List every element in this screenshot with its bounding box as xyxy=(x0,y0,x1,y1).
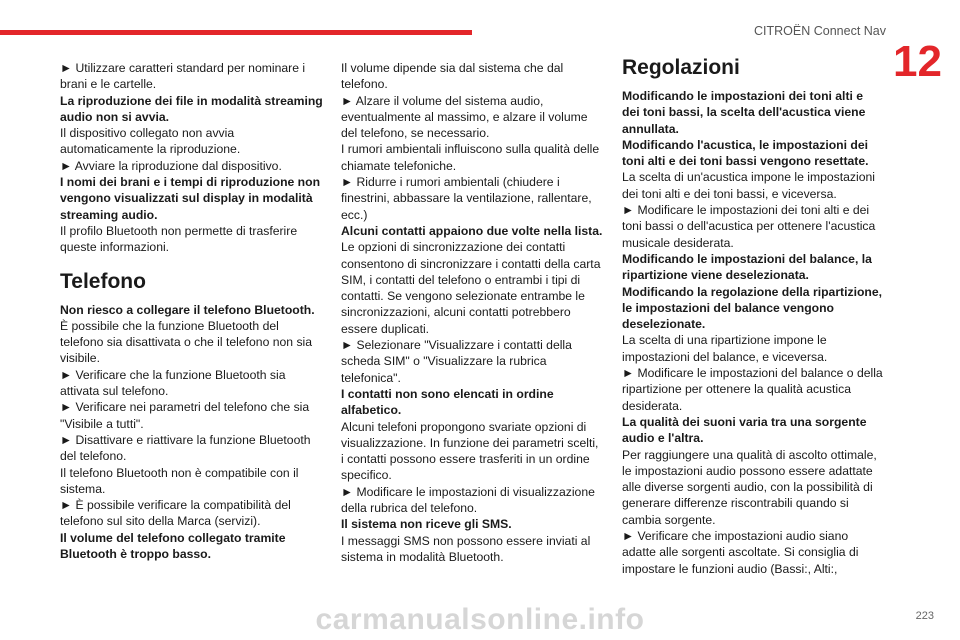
paragraph: La scelta di una ripartizione impone le impostazioni del balance, e viceversa. xyxy=(622,333,828,364)
page-number: 223 xyxy=(915,610,934,622)
col1-paragraphs-top xyxy=(60,60,324,256)
paragraph: ► Utilizzare caratteri standard per nominare i brani e le cartelle. xyxy=(60,61,306,92)
paragraph: ► Modificare le impostazioni dei toni alti e dei toni bassi o dell'acustica per ottenere l'acustica musicale desiderata. xyxy=(622,203,876,250)
paragraph: ► Verificare nei parametri del telefono che sia "Visibile a tutti". xyxy=(60,400,310,431)
paragraph: ► Verificare che la funzione Bluetooth sia attivata sul telefono. xyxy=(60,367,286,399)
section-heading-regolazioni: Regolazioni xyxy=(622,56,740,79)
paragraph: Alcuni telefoni propongono svariate opzioni di visualizzazione. In funzione dei parametri scelti, i contatti possono essere trasferiti in un ordine specifico. xyxy=(341,419,599,483)
paragraph-bold: Il volume del telefono collegato tramite Bluetooth è troppo basso. xyxy=(60,530,286,562)
column-1 xyxy=(60,60,324,562)
paragraph-bold: Non riesco a collegare il telefono Bluetooth. xyxy=(60,302,315,317)
header-accent-bar xyxy=(0,30,472,35)
paragraph: ► Modificare le impostazioni del balance o della ripartizione per ottenere la qualità acustica desiderata. xyxy=(622,366,883,413)
paragraph: Le opzioni di sincronizzazione dei contatti consentono di sincronizzare i contatti della carta SIM, i contatti del telefono o entrambi i tipi di contatti. Se vengono selezionate entrambe le sincronizzazioni, alcuni contatti potrebbero essere duplicati. xyxy=(341,240,601,336)
paragraph: Il telefono Bluetooth non è compatibile con il sistema. xyxy=(60,465,299,496)
column-2 xyxy=(341,60,603,565)
paragraph: ► È possibile verificare la compatibilità del telefono sul sito della Marca (servizi). xyxy=(60,498,291,529)
paragraph-bold: Modificando le impostazioni dei toni alti e dei toni bassi, la scelta dell'acustica viene annullata. xyxy=(622,89,866,136)
paragraph: I messaggi SMS non possono essere inviati al sistema in modalità Bluetooth. xyxy=(341,533,591,564)
paragraph-bold: Alcuni contatti appaiono due volte nella lista. xyxy=(341,223,603,238)
paragraph-bold: I contatti non sono elencati in ordine alfabetico. xyxy=(341,386,554,418)
paragraph: ► Avviare la riproduzione dal dispositivo. xyxy=(60,158,282,173)
chapter-number: 12 xyxy=(893,37,942,86)
paragraph: La scelta di un'acustica impone le impostazioni dei toni alti e dei toni bassi, e viceversa. xyxy=(622,170,875,201)
paragraph: Il volume dipende sia dal sistema che dal telefono. xyxy=(341,61,564,92)
paragraph-bold: Modificando l'acustica, le impostazioni dei toni alti e dei toni bassi vengono resettate. xyxy=(622,137,869,169)
paragraph: ► Alzare il volume del sistema audio, eventualmente al massimo, e alzare il volume del telefono, se necessario. xyxy=(341,93,588,141)
watermark: carmanualsonline.info xyxy=(315,603,645,636)
section-heading-telefono: Telefono xyxy=(60,269,146,293)
paragraph: ► Modificare le impostazioni di visualizzazione della rubrica del telefono. xyxy=(341,484,595,516)
paragraph: ► Verificare che impostazioni audio siano adatte alle sorgenti ascoltate. Si consiglia di impostare le funzioni audio (Bassi:, Alti:, xyxy=(622,529,859,576)
header-title: CITROËN Connect Nav xyxy=(754,24,886,38)
paragraph-bold: La qualità dei suoni varia tra una sorgente audio e l'altra. xyxy=(622,414,867,446)
paragraph-bold: Modificando la regolazione della ripartizione, le impostazioni del balance vengono deselezionate. xyxy=(622,284,883,332)
paragraph: È possibile che la funzione Bluetooth del telefono sia disattivata o che il telefono non sia visibile. xyxy=(60,318,313,366)
paragraph: I rumori ambientali influiscono sulla qualità delle chiamate telefoniche. xyxy=(341,142,600,173)
paragraph-bold: Il sistema non riceve gli SMS. xyxy=(341,517,512,532)
paragraph: ► Selezionare "Visualizzare i contatti della scheda SIM" o "Visualizzare la rubrica telefonica". xyxy=(341,338,572,385)
paragraph: ► Ridurre i rumori ambientali (chiudere i finestrini, abbassare la ventilazione, rallentare, ecc.) xyxy=(341,175,592,222)
paragraph-bold: La riproduzione dei file in modalità streaming audio non si avvia. xyxy=(60,93,323,124)
paragraph-bold: Modificando le impostazioni del balance, la ripartizione viene deselezionata. xyxy=(622,251,872,283)
paragraph-bold: I nomi dei brani e i tempi di riproduzione non vengono visualizzati sul display in modalità streaming audio. xyxy=(60,175,321,222)
paragraph: Per raggiungere una qualità di ascolto ottimale, le impostazioni audio possono essere adattate alle diverse sorgenti audio, con la possibilità di generare differenze riscontrabili quando si cambia sorgente. xyxy=(622,447,877,527)
paragraph: ► Disattivare e riattivare la funzione Bluetooth del telefono. xyxy=(60,432,311,464)
col1-paragraphs-bottom xyxy=(60,302,324,563)
paragraph: Il profilo Bluetooth non permette di trasferire queste informazioni. xyxy=(60,223,298,255)
column-3 xyxy=(622,56,884,577)
paragraph: Il dispositivo collegato non avvia automaticamente la riproduzione. xyxy=(60,126,241,157)
